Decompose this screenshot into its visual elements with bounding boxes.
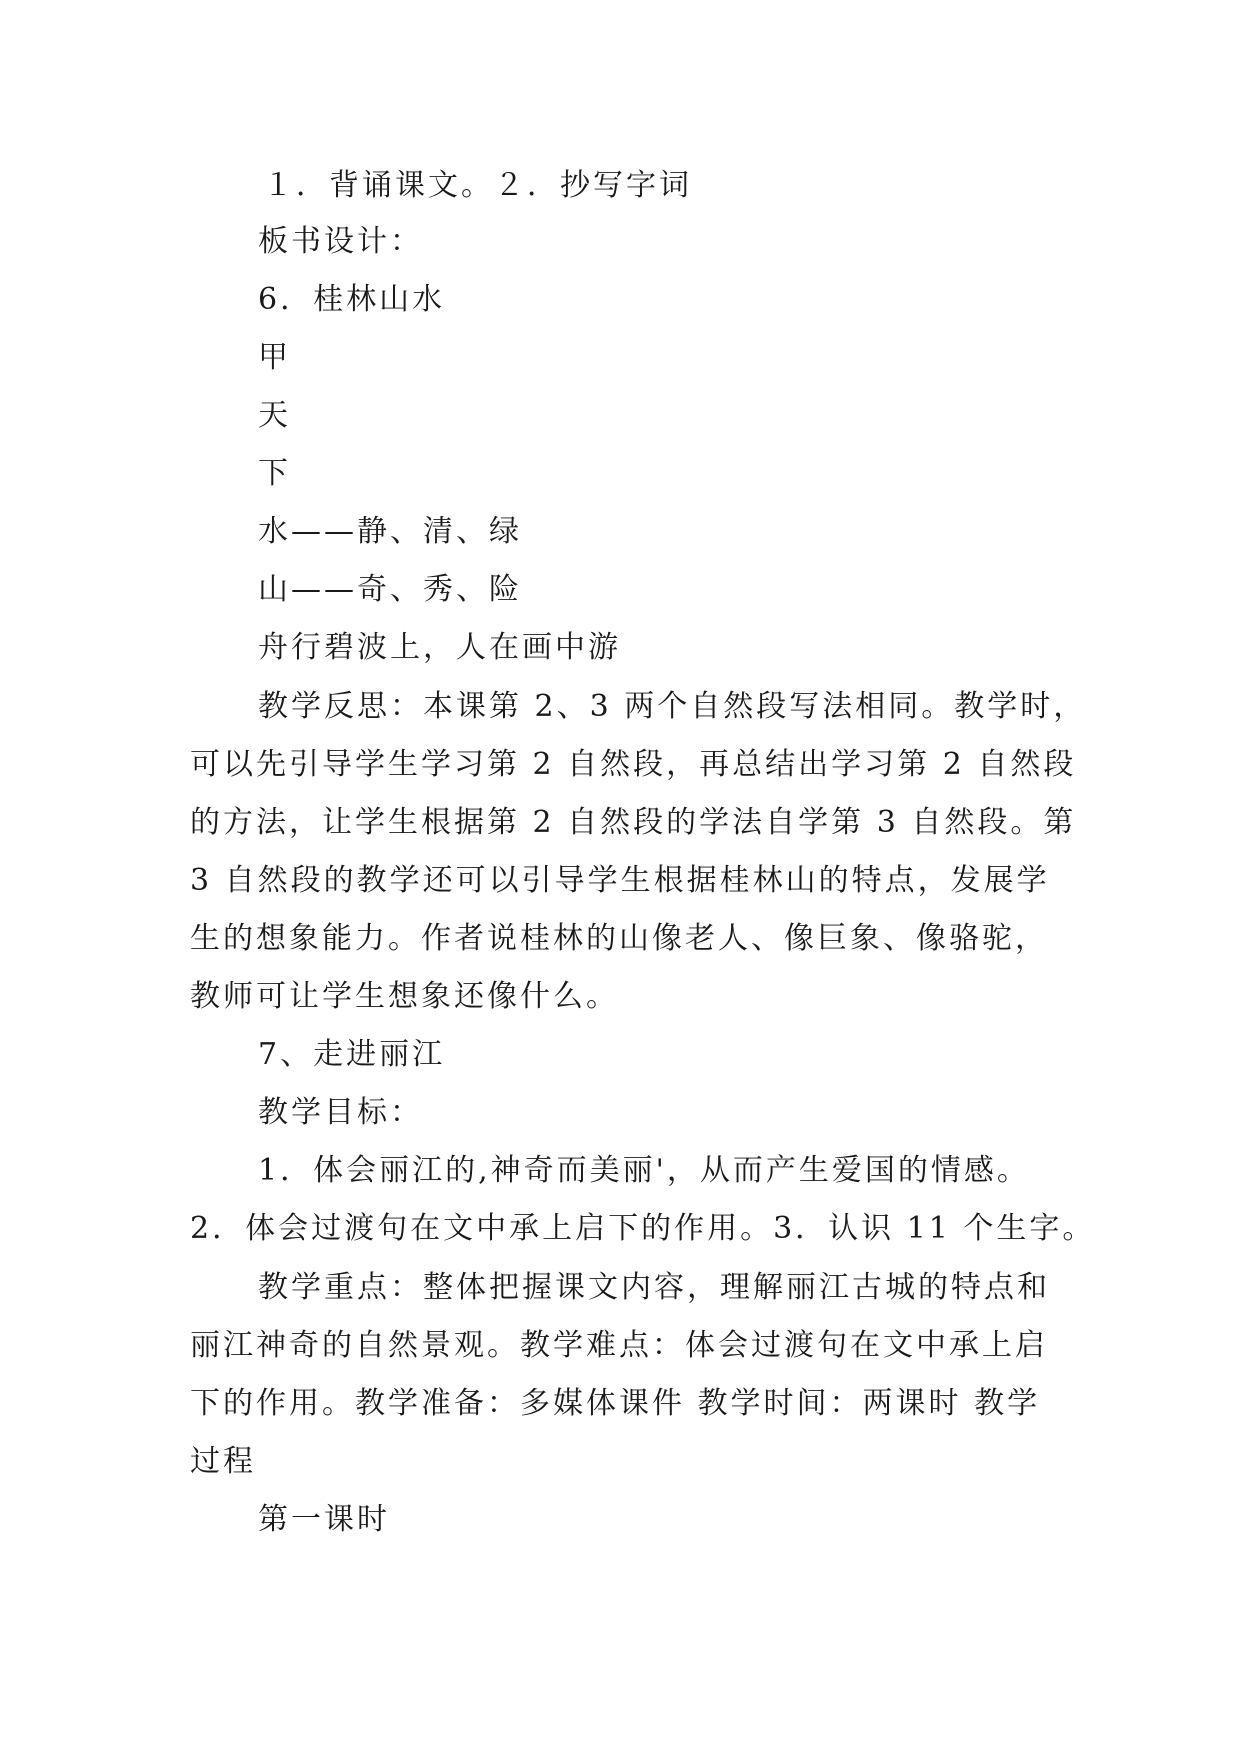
first-period-heading: 第一课时 bbox=[258, 1502, 390, 1537]
teaching-focus-line: 丽江神奇的自然景观。教学难点：体会过渡句在文中承上启 bbox=[190, 1328, 1048, 1363]
reflection-paragraph-line: 教学反思：本课第 2、3 两个自然段写法相同。教学时， bbox=[258, 689, 1087, 724]
teaching-goal-line: 2．体会过渡句在文中承上启下的作用。3．认识 11 个生字。 bbox=[190, 1211, 1096, 1246]
homework-line: １．背诵课文。２．抄写字词 bbox=[263, 168, 692, 203]
reflection-paragraph-line: 3 自然段的教学还可以引导学生根据桂林山的特点，发展学 bbox=[190, 863, 1050, 898]
teaching-focus-line: 教学重点：整体把握课文内容，理解丽江古城的特点和 bbox=[258, 1270, 1050, 1305]
reflection-paragraph-line: 可以先引导学生学习第 2 自然段，再总结出学习第 2 自然段 bbox=[190, 747, 1077, 782]
lesson-6-title: 6．桂林山水 bbox=[258, 282, 446, 317]
reflection-paragraph-line: 的方法，让学生根据第 2 自然段的学法自学第 3 自然段。第 bbox=[190, 805, 1077, 840]
board-char-xia: 下 bbox=[258, 456, 291, 491]
teaching-goal-line: 1．体会丽江的,神奇而美丽'，从而产生爱国的情感。 bbox=[258, 1153, 1030, 1188]
reflection-paragraph-line: 教师可让学生想象还像什么。 bbox=[190, 979, 619, 1014]
board-water-line: 水——静、清、绿 bbox=[258, 514, 522, 549]
board-boat-line: 舟行碧波上，人在画中游 bbox=[258, 630, 621, 665]
teaching-focus-line: 过程 bbox=[190, 1444, 256, 1479]
board-char-tian: 天 bbox=[258, 398, 291, 433]
lesson-7-title: 7、走进丽江 bbox=[258, 1037, 446, 1072]
reflection-paragraph-line: 生的想象能力。作者说桂林的山像老人、像巨象、像骆驼， bbox=[190, 921, 1048, 956]
board-char-jia: 甲 bbox=[258, 340, 291, 375]
teaching-focus-line: 下的作用。教学准备：多媒体课件 教学时间：两课时 教学 bbox=[190, 1386, 1041, 1421]
teaching-goals-heading: 教学目标： bbox=[258, 1095, 423, 1130]
board-design-heading: 板书设计： bbox=[258, 224, 423, 259]
board-mountain-line: 山——奇、秀、险 bbox=[258, 572, 522, 607]
